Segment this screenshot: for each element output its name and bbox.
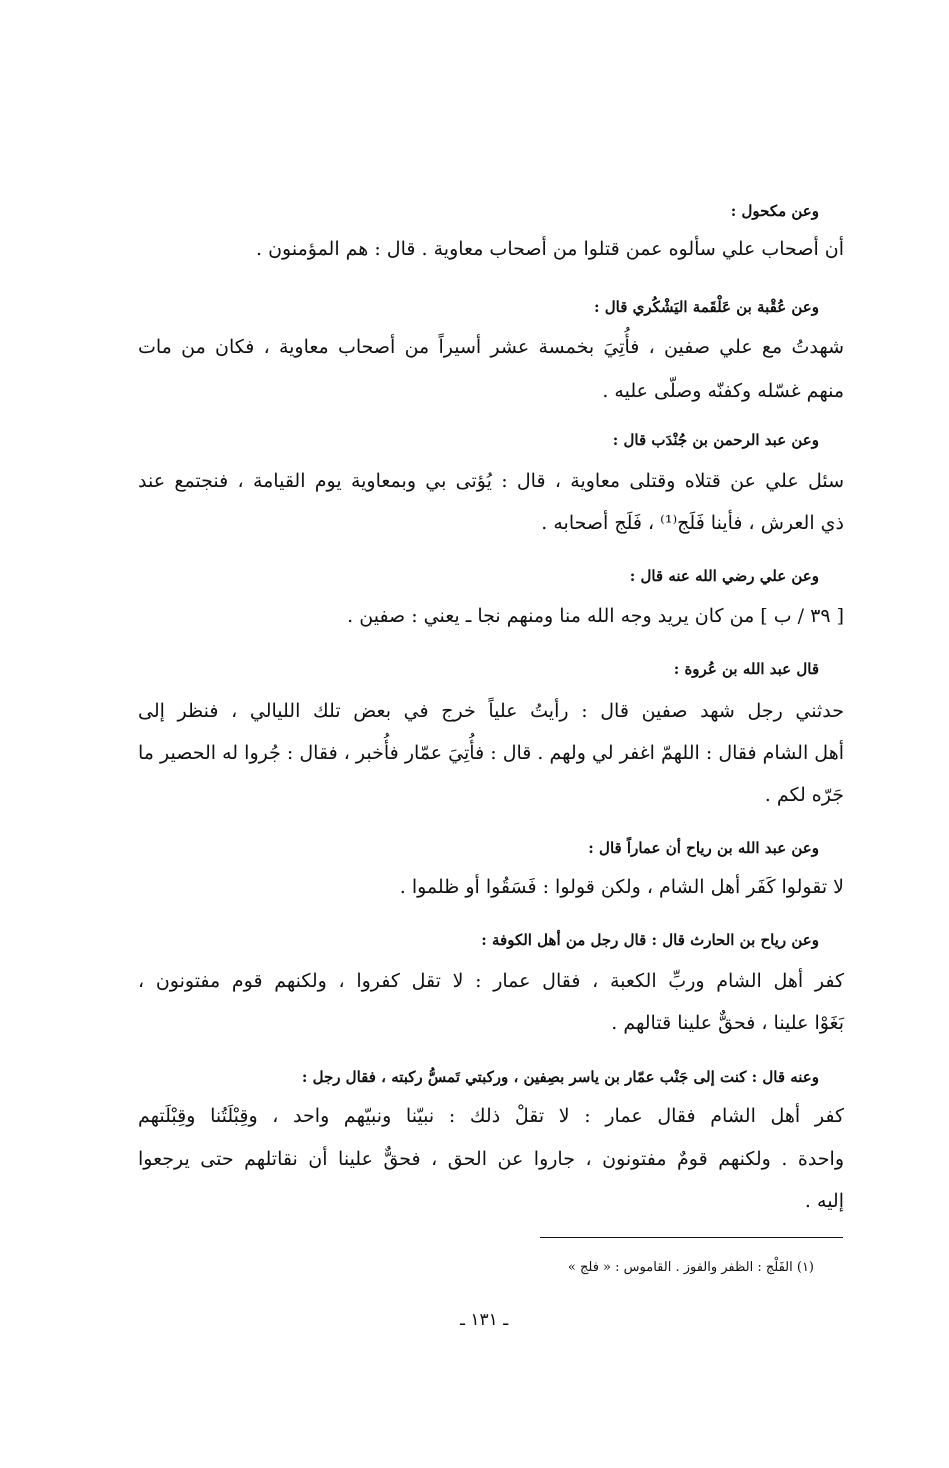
body-line: كفر أهل الشام وربِّ الكعبة ، فقال عمار : لا تقل كفروا ، ولكنهم قوم مفتونون ، (138, 970, 844, 992)
body-line: إليه . (804, 1190, 844, 1212)
page-number: ـ ١٣١ ـ (460, 1310, 509, 1330)
body-line: بَغَوْا علينا ، فحقٌّ علينا قتالهم . (611, 1012, 844, 1034)
body-line: كفر أهل الشام فقال عمار : لا تقلْ ذلك : نبيّنا ونبيّهم واحد ، وقِبْلَتُنا وقِبْلَتهم (138, 1105, 844, 1127)
body-line: ذي العرش ، فأينا فَلَج⁽¹⁾ ، فَلَج أصحابه . (541, 512, 844, 534)
section-heading: وعن مكحول : (730, 202, 819, 220)
body-line: لا تقولوا كَفَر أهل الشام ، ولكن قولوا : فَسَقُوا أو ظلموا . (399, 876, 844, 898)
section-heading: قال عبد الله بن عُروة : (673, 660, 819, 678)
section-heading: وعن رياح بن الحارث قال : قال رجل من أهل الكوفة : (481, 931, 819, 949)
body-line: سئل علي عن قتلاه وقتلى معاوية ، قال : يُؤتى بي وبمعاوية يوم القيامة ، فنجتمع عند (138, 470, 844, 492)
body-line: منهم غسّله وكفنّه وصلّى عليه . (602, 380, 844, 402)
body-line: جَرّه لكم . (764, 784, 844, 806)
section-heading: وعن عبد الرحمن بن جُنْدَب قال : (612, 431, 819, 449)
section-heading: وعنه قال : كنت إلى جَنْب عمّار بن ياسر بصِفين ، وركبتي تَمسُّ ركبته ، فقال رجل : (301, 1068, 819, 1086)
body-line: حدثني رجل شهد صفين قال : رأيتُ علياً خرج في بعض تلك الليالي ، فنظر إلى (138, 700, 844, 722)
body-line: [ ٣٩ / ب ] من كان يريد وجه الله منا ومنهم نجا ـ يعني : صفين . (347, 605, 844, 627)
footnote: (١) الفَلْج : الظفر والفوز . القاموس : « فلج » (567, 1260, 814, 1275)
body-line: أهل الشام فقال : اللهمّ اغفر لي ولهم . قال : فأُتِيَ عمّار فأُخبر ، فقال : جُروا له الحصير ما (138, 742, 844, 764)
body-line: واحدة . ولكنهم قومٌ مفتونون ، جاروا عن الحق ، فحقٌّ علينا أن نقاتلهم حتى يرجعوا (138, 1148, 844, 1170)
section-heading: وعن عبد الله بن رياح أن عماراً قال : (588, 839, 819, 857)
section-heading: وعن عُقْبة بن عَلْقَمة اليَشْكُري قال : (594, 298, 819, 316)
section-heading: وعن علي رضي الله عنه قال : (629, 567, 819, 585)
body-line: أن أصحاب علي سألوه عمن قتلوا من أصحاب معاوية . قال : هم المؤمنون . (256, 238, 844, 260)
footnote-divider (540, 1237, 843, 1238)
body-line: شهدتُ مع علي صفين ، فأُتِيَ بخمسة عشر أسيراً من أصحاب معاوية ، فكان من مات (138, 336, 844, 358)
